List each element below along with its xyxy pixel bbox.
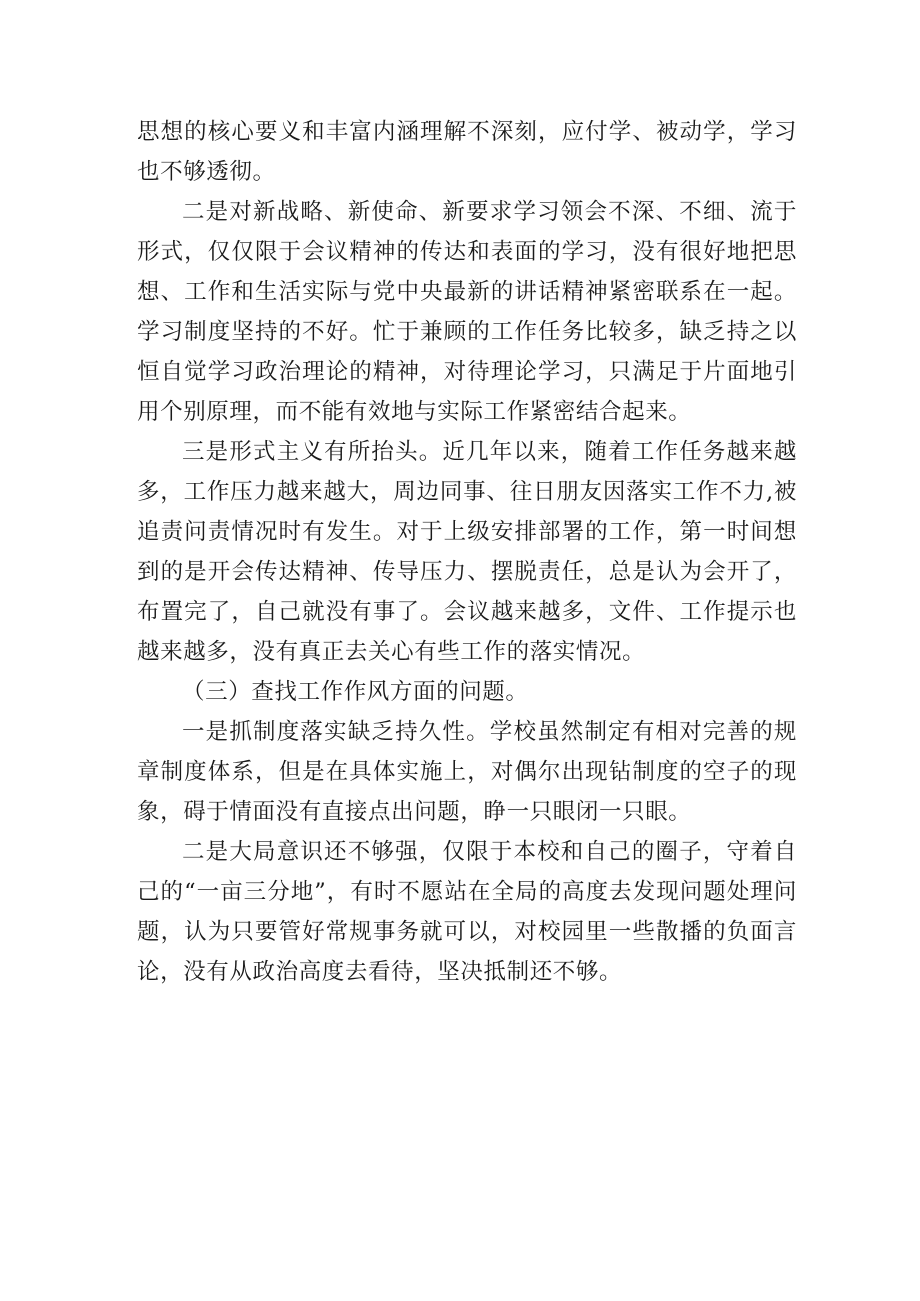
paragraph-continuation: 思想的核心要义和丰富内涵理解不深刻，应付学、被动学，学习也不够透彻。 [137,119,797,185]
paragraph-study-depth: 二是对新战略、新使命、新要求学习领会不深、不细、流于形式，仅仅限于会议精神的传达和表面的学习，没有很好地把思想、工作和生活实际与党中央最新的讲话精神紧密联系在一起。学习制度坚持的不好。忙于兼顾的工作任务比较多，缺乏持之以恒自觉学习政治理论的精神，对待理论学习，只满足于片面地引用个别原理，而不能有效地与实际工作紧密结合起来。 [137,199,797,425]
paragraph-system-implementation: 一是抓制度落实缺乏持久性。学校虽然制定有相对完善的规章制度体系，但是在具体实施上，对偶尔出现钻制度的空子的现象，碍于情面没有直接点出问题，睁一只眼闭一只眼。 [137,719,797,825]
document-body [137,112,797,992]
section-heading-work-style: （三）查找工作作风方面的问题。 [182,679,529,705]
paragraph-formalism: 三是形式主义有所抬头。近几年以来，随着工作任务越来越多，工作压力越来越大，周边同事、往日朋友因落实工作不力,被追责问责情况时有发生。对于上级安排部署的工作，第一时间想到的是开会传达精神、传导压力、摆脱责任，总是认为会开了，布置完了，自己就没有事了。会议越来越多，文件、工作提示也越来越多，没有真正去关心有些工作的落实情况。 [137,439,797,665]
paragraph-overall-awareness: 二是大局意识还不够强，仅限于本校和自己的圈子，守着自己的“一亩三分地”，有时不愿站在全局的高度去发现问题处理问题，认为只要管好常规事务就可以，对校园里一些散播的负面言论，没有从政治高度去看待，坚决抵制还不够。 [137,839,797,985]
